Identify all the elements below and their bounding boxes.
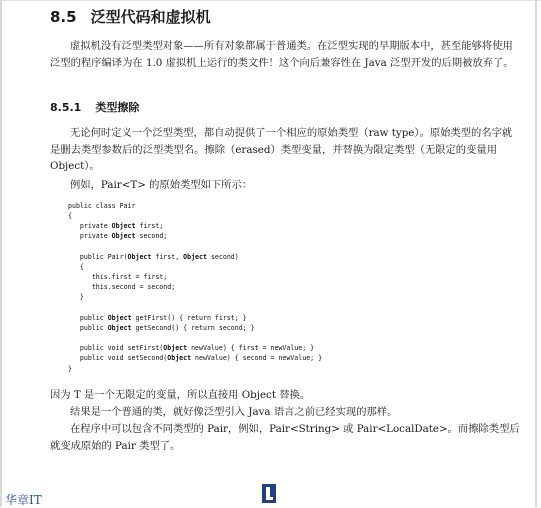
paragraph-example: 例如，Pair<T> 的原始类型如下所示：: [70, 179, 253, 191]
code-line: public class Pair: [68, 202, 136, 210]
paragraph-raw-type: 无论何时定义一个泛型类型，都自动提供了一个相应的原始类型（raw type）。原始类型的名字就是删去类型参数后的泛型类型名。擦除（erased）类型变量，并替换为限定类型（无限定的变量用 Object）。: [50, 127, 513, 172]
code-line: [68, 242, 322, 252]
code-line: this.first = first;: [68, 273, 168, 282]
section-number: 8.5: [50, 8, 77, 26]
footer-watermark: 华章IT: [5, 493, 42, 507]
code-line: public Pair(Object first, Object second): [68, 252, 239, 261]
paragraph-result: 结果是一个普通的类，就好像泛型引入 Java 语言之前已经实现的那样。: [70, 406, 398, 418]
section-title: 泛型代码和虚拟机: [90, 8, 211, 26]
code-line: private Object second;: [68, 232, 168, 241]
intro-paragraph: 虚拟机没有泛型类型对象——所有对象都属于普通类。在泛型实现的早期版本中，甚至能够将使用泛型的程序编译为在 1.0 虚拟机上运行的类文件！这个向后兼容性在 Java 泛型开发的后期被放弃了。: [50, 40, 514, 69]
publisher-logo-mark-foot: [270, 497, 273, 500]
code-line: [68, 333, 322, 343]
code-line: }: [68, 364, 72, 373]
page-border-right: [535, 0, 537, 507]
page-border-top: [0, 0, 541, 1]
code-line: this.second = second;: [68, 283, 176, 292]
code-line: public Object getFirst() { return first; }: [68, 313, 247, 322]
subsection-number: 8.5.1: [50, 101, 82, 114]
code-line: [68, 303, 322, 313]
section-heading: [50, 6, 211, 27]
code-line: {: [68, 212, 72, 221]
code-line: public Object getSecond() { return second; }: [68, 323, 255, 332]
code-line: }: [68, 293, 84, 302]
subsection-title: 类型擦除: [95, 101, 140, 114]
paragraph-replace: 因为 T 是一个无限定的变量，所以直接用 Object 替换。: [50, 389, 311, 401]
paragraph-pair-types: 在程序中可以包含不同类型的 Pair，例如，Pair<String> 或 Pair<LocalDate>。而擦除类型后就变成原始的 Pair 类型了。: [50, 423, 520, 452]
code-line: public void setFirst(Object newValue) { first = newValue; }: [68, 344, 315, 353]
code-line: {: [68, 262, 84, 271]
code-line: private Object first;: [68, 222, 164, 231]
code-listing: [68, 201, 322, 374]
page-border-left: [0, 0, 2, 507]
subsection-heading: [50, 99, 139, 115]
code-line: public void setSecond(Object newValue) { second = newValue; }: [68, 354, 323, 363]
